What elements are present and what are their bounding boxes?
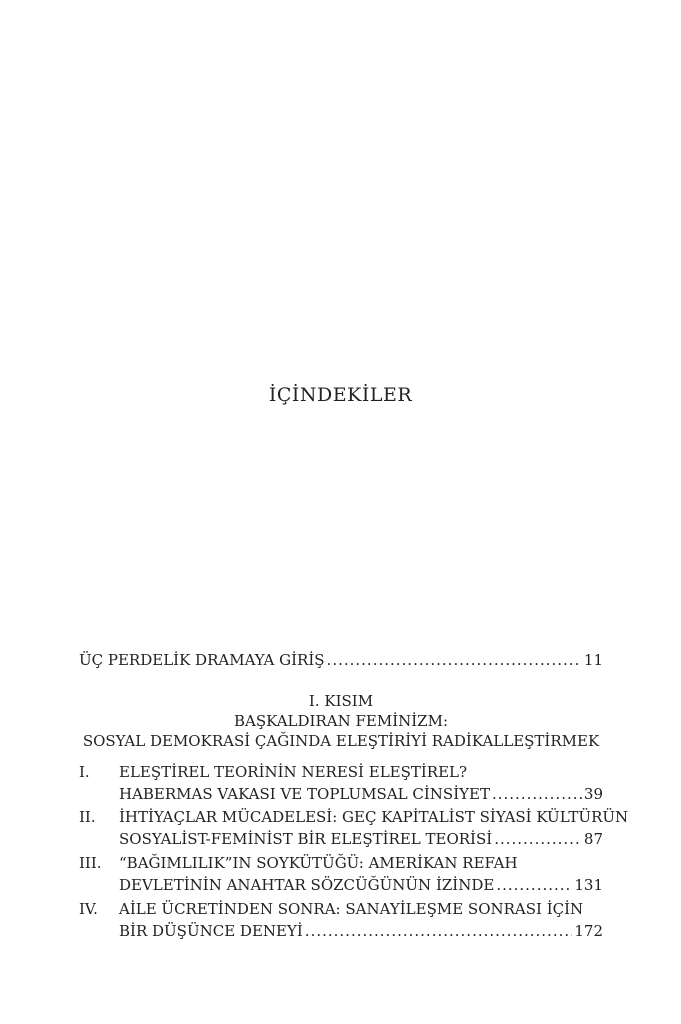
chapter-number: IV.	[79, 900, 98, 918]
chapter-title-line1: “BAĞIMLILIK”IN SOYKÜTÜĞÜ: AMERİKAN REFAH	[119, 854, 518, 872]
toc-page-number: 39	[583, 785, 603, 803]
chapter-title-line2: BİR DÜŞÜNCE DENEYİ	[119, 922, 303, 940]
chapter-title-line2: SOSYALİST-FEMİNİST BİR ELEŞTİREL TEORİSİ	[119, 830, 493, 848]
chapter-number: III.	[79, 854, 102, 872]
dot-leader	[496, 874, 572, 896]
chapter-title-line2: DEVLETİNİN ANAHTAR SÖZCÜĞÜNÜN İZİNDE	[119, 876, 495, 894]
toc-page-number: 11	[583, 651, 603, 669]
part-title: BAŞKALDIRAN FEMİNİZM:	[233, 712, 449, 730]
part-heading	[79, 691, 603, 751]
toc-page-number: 131	[574, 876, 603, 894]
chapter-number: II.	[79, 808, 96, 826]
dot-leader	[305, 920, 573, 942]
part-subtitle: SOSYAL DEMOKRASİ ÇAĞINDA ELEŞTİRİYİ RADİKALLEŞTİRMEK	[82, 732, 600, 750]
dot-leader	[492, 783, 582, 805]
toc-entry-title: ÜÇ PERDELİK DRAMAYA GİRİŞ	[79, 651, 325, 669]
toc-page-number: 172	[574, 922, 603, 940]
dot-leader	[327, 649, 582, 671]
part-label: I. KISIM	[308, 692, 374, 710]
page-title: İÇİNDEKİLER	[268, 384, 413, 406]
chapter-title-line1: ELEŞTİREL TEORİNİN NERESİ ELEŞTİREL?	[119, 763, 468, 781]
dot-leader	[494, 828, 582, 850]
chapter-title-line1: İHTİYAÇLAR MÜCADELESİ: GEÇ KAPİTALİST SİYASİ KÜLTÜRÜN	[119, 808, 629, 826]
toc-page-number: 87	[583, 830, 603, 848]
chapter-title-line1: AİLE ÜCRETİNDEN SONRA: SANAYİLEŞME SONRASI İÇİN	[119, 900, 584, 918]
chapter-title-line2: HABERMAS VAKASI VE TOPLUMSAL CİNSİYET	[119, 785, 490, 803]
chapter-number: I.	[79, 763, 90, 781]
